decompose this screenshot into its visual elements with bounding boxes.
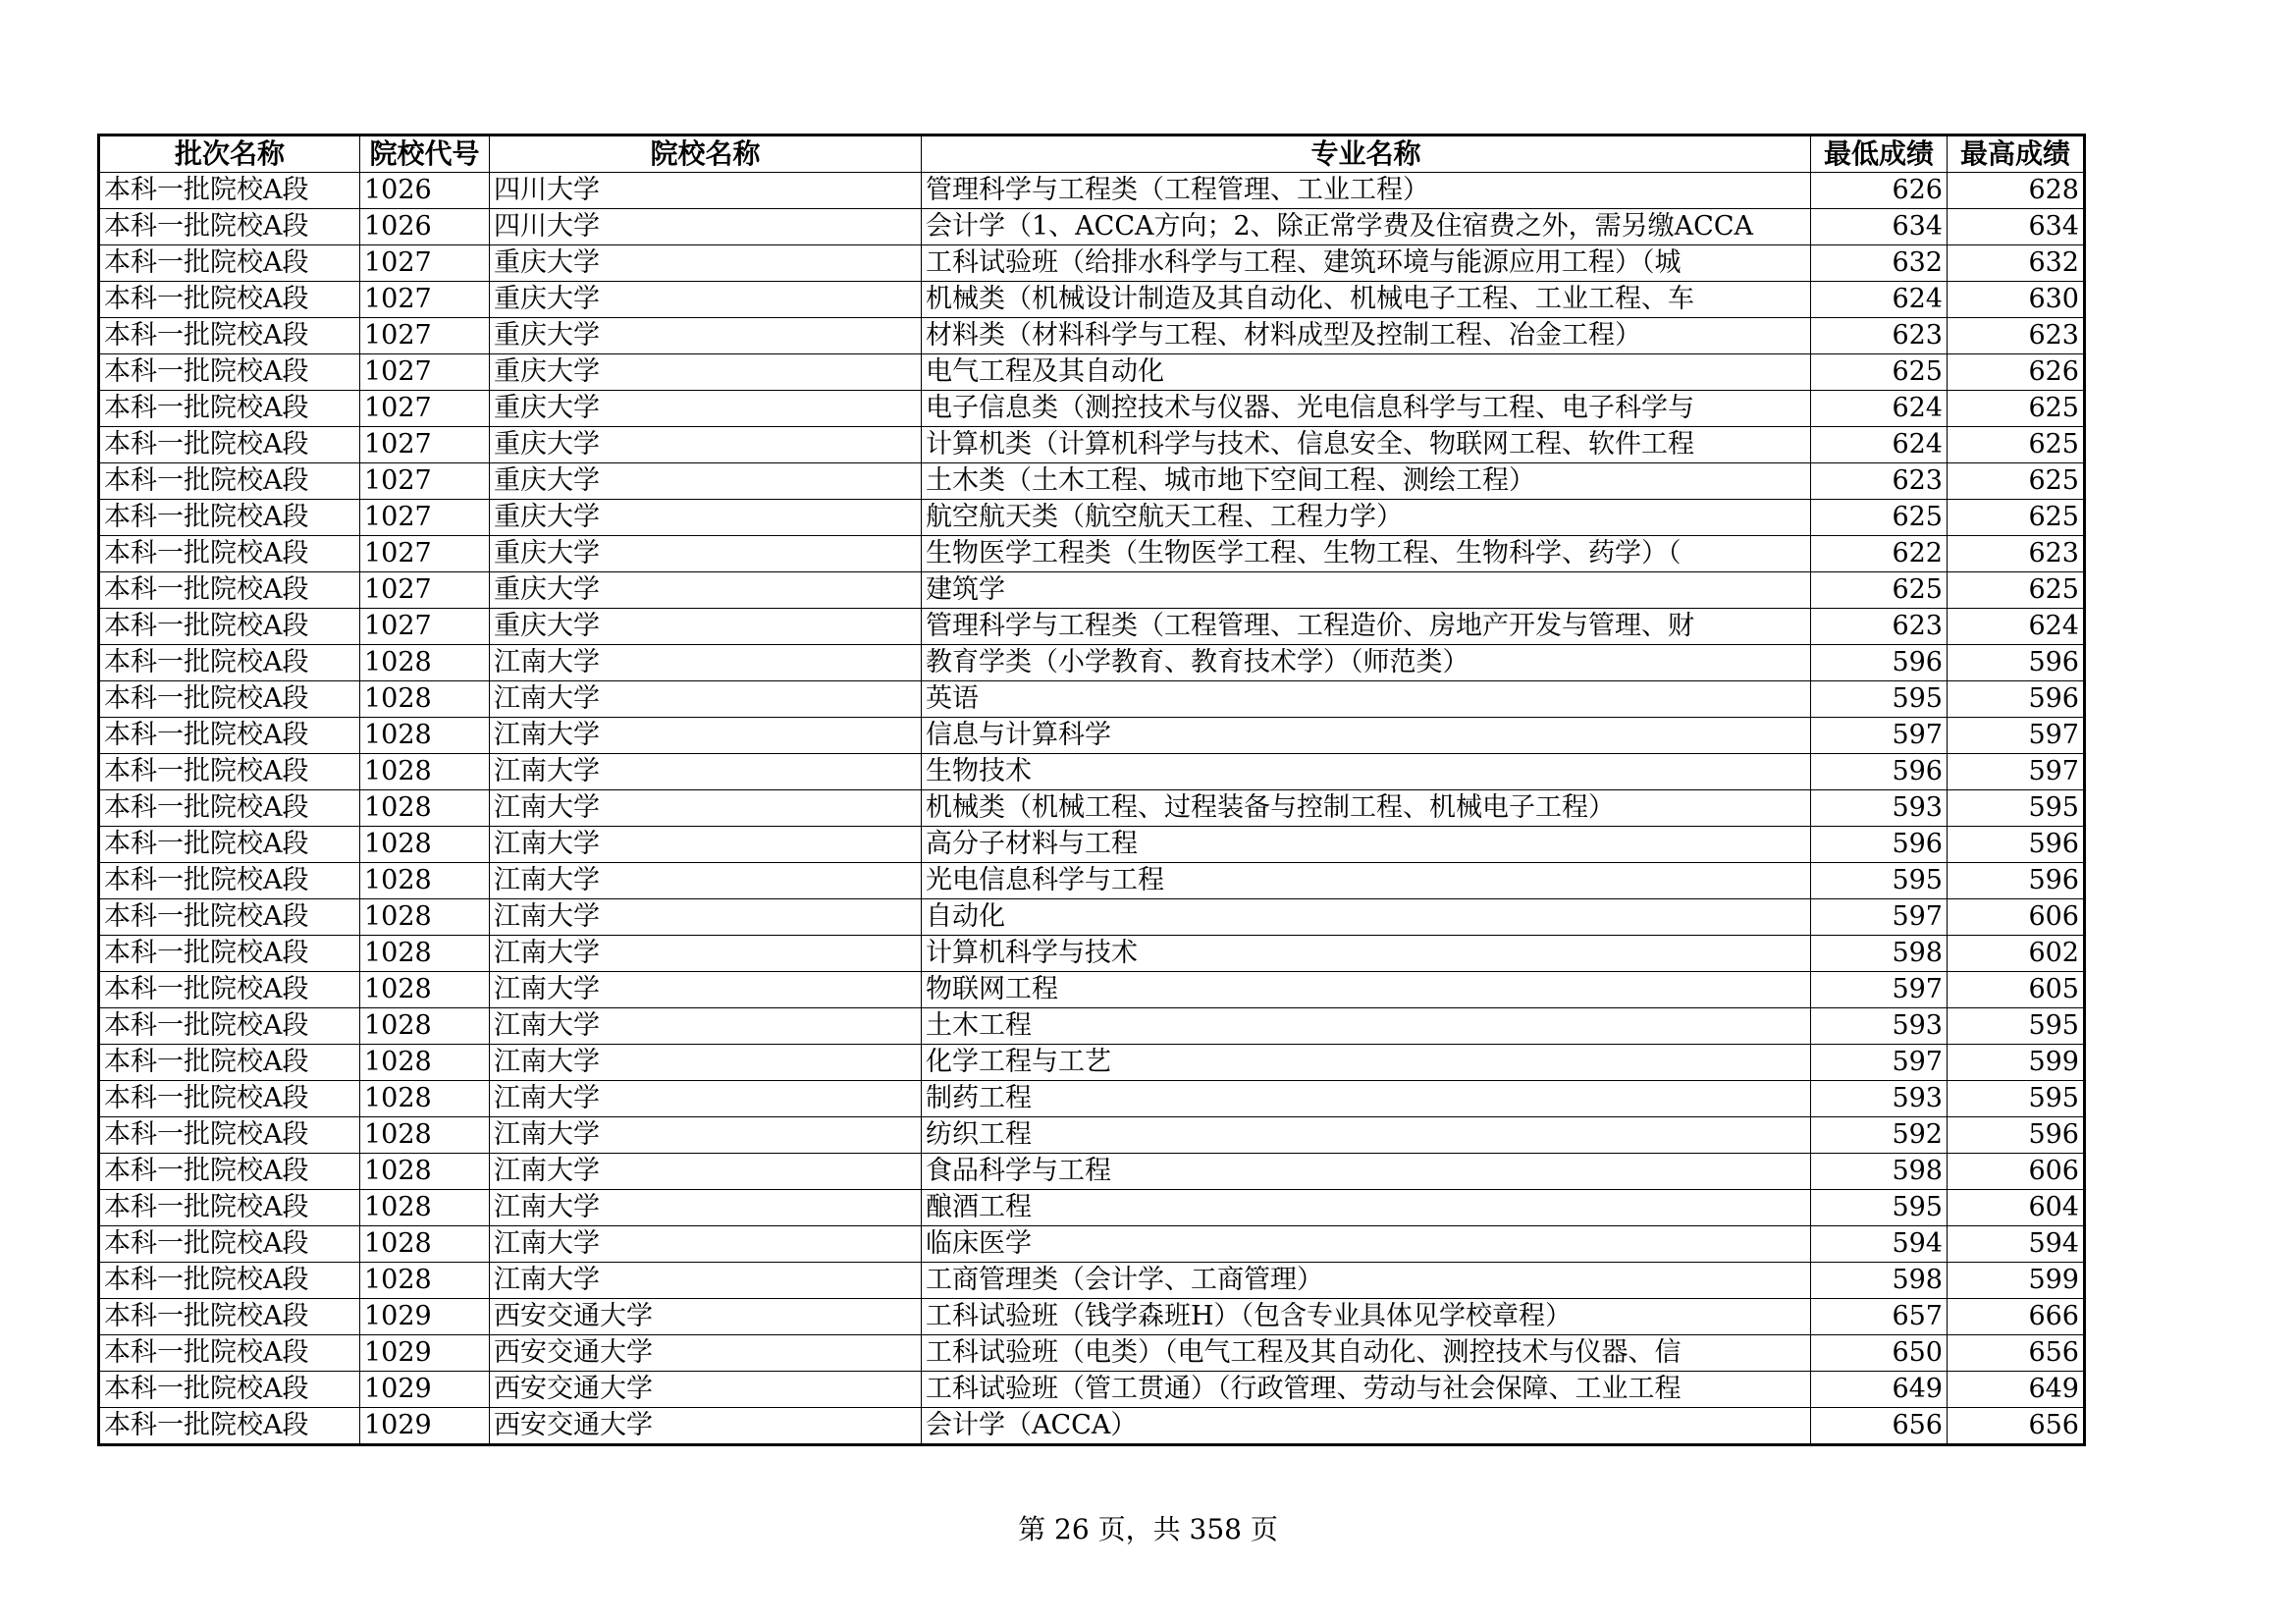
- cell-major-name: 会计学（1、ACCA方向；2、除正常学费及住宿费之外，需另缴ACCA: [922, 209, 1811, 245]
- cell-school-code: 1029: [360, 1299, 490, 1335]
- cell-school-name: 西安交通大学: [490, 1335, 922, 1372]
- cell-max-score: 605: [1948, 972, 2085, 1008]
- cell-school-code: 1028: [360, 1226, 490, 1263]
- cell-min-score: 623: [1811, 318, 1948, 354]
- cell-school-name: 西安交通大学: [490, 1372, 922, 1408]
- cell-batch-name: 本科一批院校A段: [99, 572, 360, 609]
- table-row: [99, 899, 2085, 936]
- table-row: [99, 391, 2085, 427]
- cell-major-name: 信息与计算科学: [922, 718, 1811, 754]
- cell-major-name: 航空航天类（航空航天工程、工程力学）: [922, 500, 1811, 536]
- cell-school-code: 1026: [360, 209, 490, 245]
- cell-batch-name: 本科一批院校A段: [99, 936, 360, 972]
- cell-min-score: 595: [1811, 863, 1948, 899]
- cell-min-score: 625: [1811, 572, 1948, 609]
- cell-school-name: 江南大学: [490, 1008, 922, 1045]
- cell-school-name: 江南大学: [490, 1226, 922, 1263]
- cell-min-score: 598: [1811, 1154, 1948, 1190]
- cell-school-name: 江南大学: [490, 1190, 922, 1226]
- cell-max-score: 628: [1948, 173, 2085, 209]
- table-row: [99, 354, 2085, 391]
- cell-school-name: 重庆大学: [490, 500, 922, 536]
- cell-min-score: 594: [1811, 1226, 1948, 1263]
- cell-max-score: 630: [1948, 282, 2085, 318]
- cell-min-score: 625: [1811, 354, 1948, 391]
- table-row: [99, 827, 2085, 863]
- cell-school-name: 江南大学: [490, 1081, 922, 1117]
- cell-school-name: 江南大学: [490, 718, 922, 754]
- cell-batch-name: 本科一批院校A段: [99, 209, 360, 245]
- header-major-name: 专业名称: [922, 135, 1811, 173]
- cell-batch-name: 本科一批院校A段: [99, 1299, 360, 1335]
- cell-batch-name: 本科一批院校A段: [99, 500, 360, 536]
- cell-school-name: 重庆大学: [490, 427, 922, 463]
- cell-school-name: 重庆大学: [490, 245, 922, 282]
- cell-school-name: 重庆大学: [490, 463, 922, 500]
- cell-school-code: 1027: [360, 282, 490, 318]
- table-row: [99, 245, 2085, 282]
- table-row: [99, 972, 2085, 1008]
- cell-school-code: 1028: [360, 1263, 490, 1299]
- cell-major-name: 生物技术: [922, 754, 1811, 790]
- cell-school-code: 1028: [360, 1154, 490, 1190]
- cell-school-code: 1028: [360, 718, 490, 754]
- cell-school-code: 1027: [360, 391, 490, 427]
- cell-major-name: 土木工程: [922, 1008, 1811, 1045]
- cell-school-code: 1028: [360, 681, 490, 718]
- cell-max-score: 623: [1948, 536, 2085, 572]
- cell-major-name: 英语: [922, 681, 1811, 718]
- cell-batch-name: 本科一批院校A段: [99, 245, 360, 282]
- cell-major-name: 食品科学与工程: [922, 1154, 1811, 1190]
- cell-school-name: 江南大学: [490, 1154, 922, 1190]
- cell-school-code: 1027: [360, 245, 490, 282]
- cell-school-name: 江南大学: [490, 681, 922, 718]
- cell-school-code: 1028: [360, 754, 490, 790]
- cell-max-score: 595: [1948, 790, 2085, 827]
- cell-min-score: 593: [1811, 1008, 1948, 1045]
- cell-min-score: 592: [1811, 1117, 1948, 1154]
- table-row: [99, 572, 2085, 609]
- table-row: [99, 282, 2085, 318]
- table-row: [99, 718, 2085, 754]
- cell-batch-name: 本科一批院校A段: [99, 754, 360, 790]
- cell-min-score: 596: [1811, 754, 1948, 790]
- cell-major-name: 生物医学工程类（生物医学工程、生物工程、生物科学、药学）（: [922, 536, 1811, 572]
- footer-page-number: 26: [1054, 1513, 1090, 1545]
- cell-school-code: 1027: [360, 318, 490, 354]
- cell-max-score: 596: [1948, 681, 2085, 718]
- cell-school-name: 四川大学: [490, 173, 922, 209]
- cell-batch-name: 本科一批院校A段: [99, 536, 360, 572]
- table-row: [99, 1081, 2085, 1117]
- cell-min-score: 657: [1811, 1299, 1948, 1335]
- cell-max-score: 596: [1948, 1117, 2085, 1154]
- cell-min-score: 632: [1811, 245, 1948, 282]
- table-header-row: [99, 135, 2085, 173]
- cell-max-score: 599: [1948, 1045, 2085, 1081]
- cell-major-name: 临床医学: [922, 1226, 1811, 1263]
- cell-batch-name: 本科一批院校A段: [99, 427, 360, 463]
- cell-max-score: 596: [1948, 863, 2085, 899]
- cell-school-name: 江南大学: [490, 754, 922, 790]
- cell-major-name: 高分子材料与工程: [922, 827, 1811, 863]
- cell-school-name: 江南大学: [490, 972, 922, 1008]
- cell-major-name: 工科试验班（管工贯通）（行政管理、劳动与社会保障、工业工程: [922, 1372, 1811, 1408]
- cell-min-score: 624: [1811, 282, 1948, 318]
- table-body: [99, 173, 2085, 1445]
- cell-school-name: 重庆大学: [490, 572, 922, 609]
- cell-major-name: 计算机类（计算机科学与技术、信息安全、物联网工程、软件工程: [922, 427, 1811, 463]
- cell-batch-name: 本科一批院校A段: [99, 282, 360, 318]
- cell-school-name: 江南大学: [490, 863, 922, 899]
- cell-max-score: 625: [1948, 463, 2085, 500]
- cell-school-code: 1027: [360, 572, 490, 609]
- cell-max-score: 597: [1948, 754, 2085, 790]
- cell-major-name: 化学工程与工艺: [922, 1045, 1811, 1081]
- footer-total-pages: 358: [1189, 1513, 1242, 1545]
- cell-school-code: 1027: [360, 500, 490, 536]
- cell-major-name: 计算机科学与技术: [922, 936, 1811, 972]
- cell-max-score: 596: [1948, 645, 2085, 681]
- header-max-score: 最高成绩: [1948, 135, 2085, 173]
- table-row: [99, 863, 2085, 899]
- cell-min-score: 597: [1811, 899, 1948, 936]
- footer-prefix: 第: [1018, 1513, 1046, 1545]
- table-row: [99, 1408, 2085, 1445]
- cell-max-score: 606: [1948, 1154, 2085, 1190]
- cell-max-score: 666: [1948, 1299, 2085, 1335]
- cell-max-score: 604: [1948, 1190, 2085, 1226]
- table-row: [99, 609, 2085, 645]
- cell-major-name: 机械类（机械工程、过程装备与控制工程、机械电子工程）: [922, 790, 1811, 827]
- cell-min-score: 634: [1811, 209, 1948, 245]
- cell-max-score: 656: [1948, 1408, 2085, 1445]
- cell-batch-name: 本科一批院校A段: [99, 1226, 360, 1263]
- cell-min-score: 593: [1811, 1081, 1948, 1117]
- table-row: [99, 1335, 2085, 1372]
- cell-major-name: 物联网工程: [922, 972, 1811, 1008]
- cell-min-score: 596: [1811, 645, 1948, 681]
- cell-school-code: 1028: [360, 790, 490, 827]
- cell-max-score: 625: [1948, 572, 2085, 609]
- cell-school-name: 重庆大学: [490, 391, 922, 427]
- table-row: [99, 427, 2085, 463]
- cell-school-code: 1027: [360, 536, 490, 572]
- cell-batch-name: 本科一批院校A段: [99, 827, 360, 863]
- cell-school-name: 重庆大学: [490, 282, 922, 318]
- cell-batch-name: 本科一批院校A段: [99, 1008, 360, 1045]
- cell-min-score: 598: [1811, 936, 1948, 972]
- cell-school-code: 1029: [360, 1408, 490, 1445]
- cell-batch-name: 本科一批院校A段: [99, 972, 360, 1008]
- cell-major-name: 电气工程及其自动化: [922, 354, 1811, 391]
- cell-min-score: 623: [1811, 609, 1948, 645]
- cell-min-score: 624: [1811, 427, 1948, 463]
- cell-major-name: 纺织工程: [922, 1117, 1811, 1154]
- cell-school-code: 1027: [360, 427, 490, 463]
- cell-major-name: 会计学（ACCA）: [922, 1408, 1811, 1445]
- cell-min-score: 598: [1811, 1263, 1948, 1299]
- cell-school-name: 江南大学: [490, 1263, 922, 1299]
- cell-min-score: 626: [1811, 173, 1948, 209]
- cell-school-name: 西安交通大学: [490, 1299, 922, 1335]
- cell-batch-name: 本科一批院校A段: [99, 391, 360, 427]
- cell-max-score: 625: [1948, 500, 2085, 536]
- cell-major-name: 制药工程: [922, 1081, 1811, 1117]
- cell-batch-name: 本科一批院校A段: [99, 318, 360, 354]
- cell-batch-name: 本科一批院校A段: [99, 1154, 360, 1190]
- cell-max-score: 596: [1948, 827, 2085, 863]
- cell-major-name: 管理科学与工程类（工程管理、工程造价、房地产开发与管理、财: [922, 609, 1811, 645]
- cell-min-score: 596: [1811, 827, 1948, 863]
- table-row: [99, 173, 2085, 209]
- table-row: [99, 1372, 2085, 1408]
- cell-school-code: 1028: [360, 1117, 490, 1154]
- cell-max-score: 634: [1948, 209, 2085, 245]
- header-school-code: 院校代号: [360, 135, 490, 173]
- cell-school-code: 1028: [360, 863, 490, 899]
- cell-school-name: 重庆大学: [490, 354, 922, 391]
- cell-major-name: 自动化: [922, 899, 1811, 936]
- cell-batch-name: 本科一批院校A段: [99, 1117, 360, 1154]
- cell-school-code: 1028: [360, 936, 490, 972]
- cell-batch-name: 本科一批院校A段: [99, 899, 360, 936]
- cell-school-code: 1028: [360, 1081, 490, 1117]
- cell-school-code: 1026: [360, 173, 490, 209]
- table-row: [99, 209, 2085, 245]
- page-footer: [0, 1508, 2296, 1547]
- cell-school-name: 江南大学: [490, 1117, 922, 1154]
- cell-min-score: 595: [1811, 681, 1948, 718]
- cell-max-score: 625: [1948, 427, 2085, 463]
- table-row: [99, 536, 2085, 572]
- cell-school-code: 1028: [360, 1045, 490, 1081]
- cell-school-name: 江南大学: [490, 899, 922, 936]
- cell-batch-name: 本科一批院校A段: [99, 173, 360, 209]
- footer-middle: 页，共: [1097, 1513, 1181, 1545]
- cell-school-code: 1027: [360, 354, 490, 391]
- cell-major-name: 机械类（机械设计制造及其自动化、机械电子工程、工业工程、车: [922, 282, 1811, 318]
- table-row: [99, 1263, 2085, 1299]
- footer-suffix: 页: [1250, 1513, 1278, 1545]
- cell-school-code: 1027: [360, 463, 490, 500]
- table-row: [99, 790, 2085, 827]
- cell-major-name: 土木类（土木工程、城市地下空间工程、测绘工程）: [922, 463, 1811, 500]
- cell-max-score: 623: [1948, 318, 2085, 354]
- cell-major-name: 电子信息类（测控技术与仪器、光电信息科学与工程、电子科学与: [922, 391, 1811, 427]
- cell-min-score: 597: [1811, 1045, 1948, 1081]
- cell-school-name: 重庆大学: [490, 536, 922, 572]
- cell-school-code: 1029: [360, 1335, 490, 1372]
- cell-max-score: 595: [1948, 1008, 2085, 1045]
- table-row: [99, 500, 2085, 536]
- cell-school-code: 1027: [360, 609, 490, 645]
- cell-min-score: 650: [1811, 1335, 1948, 1372]
- cell-max-score: 595: [1948, 1081, 2085, 1117]
- cell-max-score: 656: [1948, 1335, 2085, 1372]
- cell-max-score: 599: [1948, 1263, 2085, 1299]
- table-row: [99, 463, 2085, 500]
- cell-batch-name: 本科一批院校A段: [99, 1190, 360, 1226]
- cell-batch-name: 本科一批院校A段: [99, 1263, 360, 1299]
- cell-school-code: 1028: [360, 899, 490, 936]
- cell-max-score: 597: [1948, 718, 2085, 754]
- cell-max-score: 624: [1948, 609, 2085, 645]
- table-row: [99, 681, 2085, 718]
- admission-score-table: [97, 134, 2086, 1446]
- cell-school-code: 1029: [360, 1372, 490, 1408]
- cell-min-score: 649: [1811, 1372, 1948, 1408]
- cell-max-score: 626: [1948, 354, 2085, 391]
- cell-max-score: 649: [1948, 1372, 2085, 1408]
- header-school-name: 院校名称: [490, 135, 922, 173]
- cell-min-score: 597: [1811, 972, 1948, 1008]
- cell-min-score: 597: [1811, 718, 1948, 754]
- cell-school-name: 江南大学: [490, 936, 922, 972]
- cell-batch-name: 本科一批院校A段: [99, 1335, 360, 1372]
- cell-major-name: 教育学类（小学教育、教育技术学）（师范类）: [922, 645, 1811, 681]
- table-row: [99, 1117, 2085, 1154]
- table-row: [99, 1226, 2085, 1263]
- cell-major-name: 管理科学与工程类（工程管理、工业工程）: [922, 173, 1811, 209]
- cell-max-score: 606: [1948, 899, 2085, 936]
- cell-school-name: 重庆大学: [490, 609, 922, 645]
- cell-min-score: 625: [1811, 500, 1948, 536]
- cell-major-name: 材料类（材料科学与工程、材料成型及控制工程、冶金工程）: [922, 318, 1811, 354]
- table-row: [99, 318, 2085, 354]
- cell-batch-name: 本科一批院校A段: [99, 609, 360, 645]
- cell-school-name: 江南大学: [490, 645, 922, 681]
- cell-min-score: 656: [1811, 1408, 1948, 1445]
- cell-school-code: 1028: [360, 1008, 490, 1045]
- cell-max-score: 632: [1948, 245, 2085, 282]
- cell-batch-name: 本科一批院校A段: [99, 1045, 360, 1081]
- cell-major-name: 工科试验班（给排水科学与工程、建筑环境与能源应用工程）（城: [922, 245, 1811, 282]
- table-row: [99, 1008, 2085, 1045]
- header-batch-name: 批次名称: [99, 135, 360, 173]
- cell-min-score: 622: [1811, 536, 1948, 572]
- cell-school-name: 四川大学: [490, 209, 922, 245]
- cell-batch-name: 本科一批院校A段: [99, 718, 360, 754]
- cell-batch-name: 本科一批院校A段: [99, 1408, 360, 1445]
- cell-max-score: 602: [1948, 936, 2085, 972]
- table-row: [99, 936, 2085, 972]
- cell-school-code: 1028: [360, 1190, 490, 1226]
- cell-batch-name: 本科一批院校A段: [99, 863, 360, 899]
- cell-min-score: 623: [1811, 463, 1948, 500]
- header-min-score: 最低成绩: [1811, 135, 1948, 173]
- cell-school-name: 江南大学: [490, 790, 922, 827]
- cell-school-name: 江南大学: [490, 1045, 922, 1081]
- cell-school-code: 1028: [360, 827, 490, 863]
- cell-min-score: 624: [1811, 391, 1948, 427]
- table-row: [99, 1045, 2085, 1081]
- table-row: [99, 1190, 2085, 1226]
- cell-school-name: 重庆大学: [490, 318, 922, 354]
- cell-max-score: 625: [1948, 391, 2085, 427]
- cell-batch-name: 本科一批院校A段: [99, 1081, 360, 1117]
- cell-max-score: 594: [1948, 1226, 2085, 1263]
- table-row: [99, 1154, 2085, 1190]
- cell-major-name: 工科试验班（电类）（电气工程及其自动化、测控技术与仪器、信: [922, 1335, 1811, 1372]
- table-row: [99, 645, 2085, 681]
- cell-major-name: 工科试验班（钱学森班H）（包含专业具体见学校章程）: [922, 1299, 1811, 1335]
- cell-batch-name: 本科一批院校A段: [99, 681, 360, 718]
- cell-batch-name: 本科一批院校A段: [99, 790, 360, 827]
- cell-school-code: 1028: [360, 972, 490, 1008]
- cell-major-name: 工商管理类（会计学、工商管理）: [922, 1263, 1811, 1299]
- cell-school-name: 江南大学: [490, 827, 922, 863]
- cell-batch-name: 本科一批院校A段: [99, 463, 360, 500]
- cell-min-score: 595: [1811, 1190, 1948, 1226]
- cell-min-score: 593: [1811, 790, 1948, 827]
- cell-major-name: 酿酒工程: [922, 1190, 1811, 1226]
- cell-batch-name: 本科一批院校A段: [99, 645, 360, 681]
- cell-school-name: 西安交通大学: [490, 1408, 922, 1445]
- cell-school-code: 1028: [360, 645, 490, 681]
- cell-batch-name: 本科一批院校A段: [99, 1372, 360, 1408]
- cell-major-name: 建筑学: [922, 572, 1811, 609]
- table-row: [99, 754, 2085, 790]
- cell-major-name: 光电信息科学与工程: [922, 863, 1811, 899]
- table-row: [99, 1299, 2085, 1335]
- cell-batch-name: 本科一批院校A段: [99, 354, 360, 391]
